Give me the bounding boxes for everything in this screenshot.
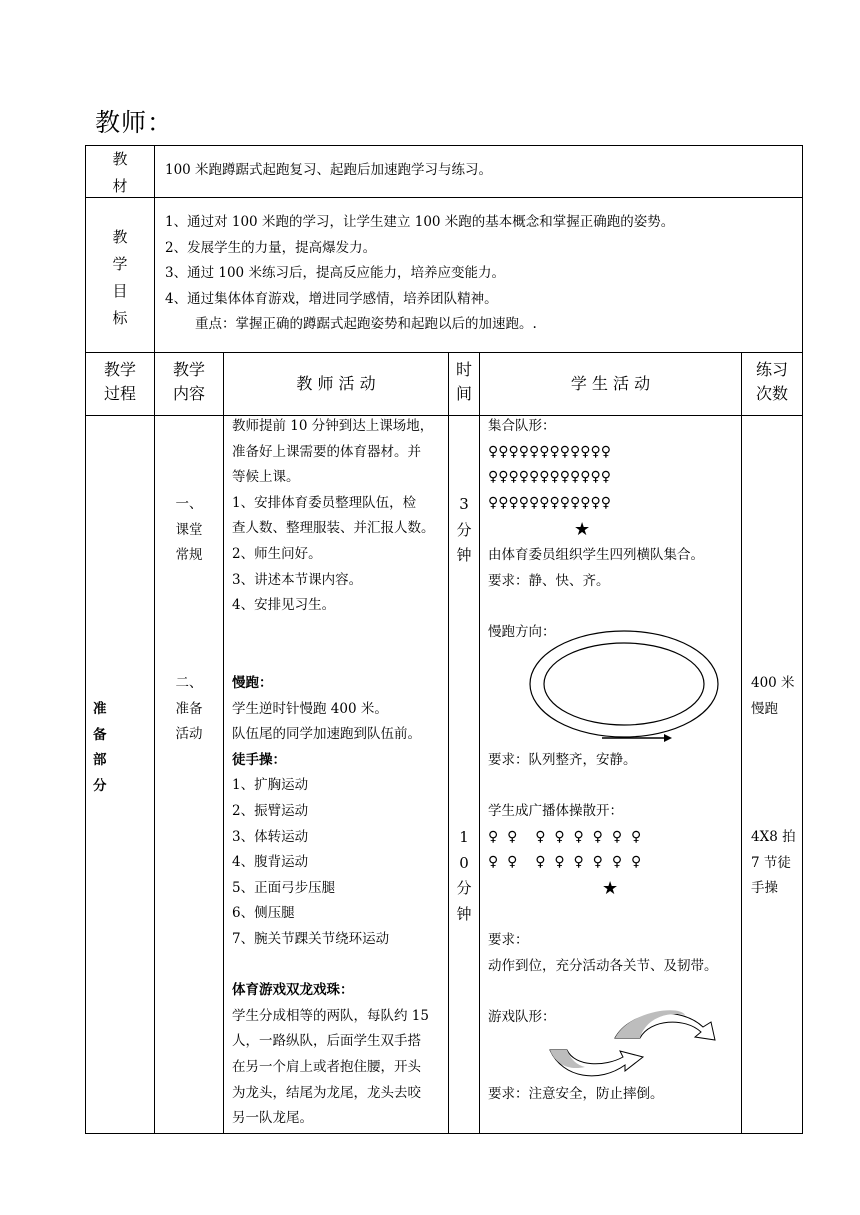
content-routine: 一、 课堂 常规 bbox=[175, 496, 203, 564]
game-title: 体育游戏双龙戏珠： bbox=[232, 982, 354, 999]
header-teacher: 教 师 活 动 bbox=[296, 374, 376, 393]
jog-title: 慢跑： bbox=[232, 675, 273, 691]
jog-requirement: 要求：队列整齐，安静。 bbox=[488, 752, 637, 768]
list-item: 1、通过对 100 米跑的学习，让学生建立 100 米跑的基本概念和掌握正确跑的姿势。 bbox=[165, 214, 675, 230]
game-formation-label: 游戏队形： bbox=[488, 1009, 556, 1025]
count-jog: 400 米 慢跑 bbox=[751, 675, 795, 717]
exercise-title: 徒手操： bbox=[232, 751, 286, 768]
teacher-star-icon: ★ bbox=[574, 519, 591, 540]
teacher-star-icon: ★ bbox=[602, 878, 619, 899]
formation-row: ♀ ♀ ♀ ♀ ♀ ♀ ♀ ♀ bbox=[488, 854, 642, 871]
key-point: 重点：掌握正确的蹲踞式起跑姿势和起跑以后的加速跑。. bbox=[195, 316, 537, 333]
list-item: 3、通过 100 米练习后，提高反应能力，培养应变能力。 bbox=[165, 265, 505, 282]
exercise-requirement: 要求： 动作到位，充分活动各关节、及韧带。 bbox=[488, 932, 718, 974]
teacher-routine: 教师提前 10 分钟到达上课场地， 准备好上课需要的体育器材。并 等候上课。 1、安排体育委员整理队伍，检 查人数、整理服装、并汇报人数。 2、师生问好。 3、讲述本节课内容。 4、安排见习生。 bbox=[232, 418, 435, 614]
list-item: 2、发展学生的力量，提高爆发力。 bbox=[165, 239, 377, 256]
time-second: 1 0 分 钟 bbox=[456, 828, 472, 923]
curved-arrows-icon bbox=[545, 1005, 725, 1085]
header-time: 时 间 bbox=[455, 360, 472, 403]
mubiao-label: 教 学 目 标 bbox=[112, 228, 128, 327]
content-warmup: 二、 准备 活动 bbox=[175, 675, 203, 743]
teacher-warmup: 慢跑： 学生逆时针慢跑 400 米。 队伍尾的同学加速跑到队伍前。 徒手操： 1、扩胸运动 2、振臂运动 3、体转运动 4、腹背运动 5、正面弓步压腿 6、侧压腿 7、腕关节踝关节绕环运动 体育游戏双龙戏珠： 学生分成相等的两队，每队约 15 人，一路纵队，后面学生双手搭 在另一个肩上或者抱住腰，开头 为龙头，结尾为龙尾，龙头去咬 另一队龙尾。 bbox=[232, 671, 429, 1132]
process-label: 准 备 部 分 bbox=[93, 701, 107, 794]
header-content: 教学 内容 bbox=[172, 360, 205, 403]
page-title: 教师： bbox=[95, 108, 174, 137]
header-process: 教学 过程 bbox=[103, 360, 136, 403]
student-formation-notes: 由体育委员组织学生四列横队集合。 要求：静、快、齐。 bbox=[488, 547, 704, 589]
formation-row: ♀♀♀♀♀♀♀♀♀♀♀♀ bbox=[488, 469, 612, 486]
jiaocai-label: 教 材 bbox=[112, 150, 128, 195]
count-exercise: 4X8 拍 7 节徒 手操 bbox=[751, 829, 796, 897]
student-formation: 集合队形： ♀♀♀♀♀♀♀♀♀♀♀♀ ♀♀♀♀♀♀♀♀♀♀♀♀ ♀♀♀♀♀♀♀♀♀♀♀♀ bbox=[488, 414, 611, 516]
header-student: 学 生 活 动 bbox=[570, 374, 651, 393]
track-ellipse-icon bbox=[524, 626, 724, 748]
game-requirement: 要求：注意安全，防止摔倒。 bbox=[488, 1086, 664, 1102]
formation-row: ♀ ♀ ♀ ♀ ♀ ♀ ♀ ♀ bbox=[488, 828, 642, 845]
list-item: 4、通过集体体育游戏，增进同学感情，培养团队精神。 bbox=[165, 290, 498, 307]
time-first: 3 分 钟 bbox=[456, 495, 472, 565]
formation-row: ♀♀♀♀♀♀♀♀♀♀♀♀ bbox=[488, 443, 612, 460]
mubiao-list bbox=[165, 210, 674, 338]
jiaocai-content: 100 米跑蹲踞式起跑复习、起跑后加速跑学习与练习。 bbox=[165, 162, 493, 178]
jog-direction-label: 慢跑方向： bbox=[488, 624, 556, 640]
header-count: 练习 次数 bbox=[755, 360, 788, 403]
student-spread: 学生成广播体操散开： ♀ ♀ ♀ ♀ ♀ ♀ ♀ ♀ ♀ ♀ ♀ ♀ ♀ ♀ ♀ ♀ bbox=[488, 799, 641, 876]
formation-row: ♀♀♀♀♀♀♀♀♀♀♀♀ bbox=[488, 494, 612, 511]
